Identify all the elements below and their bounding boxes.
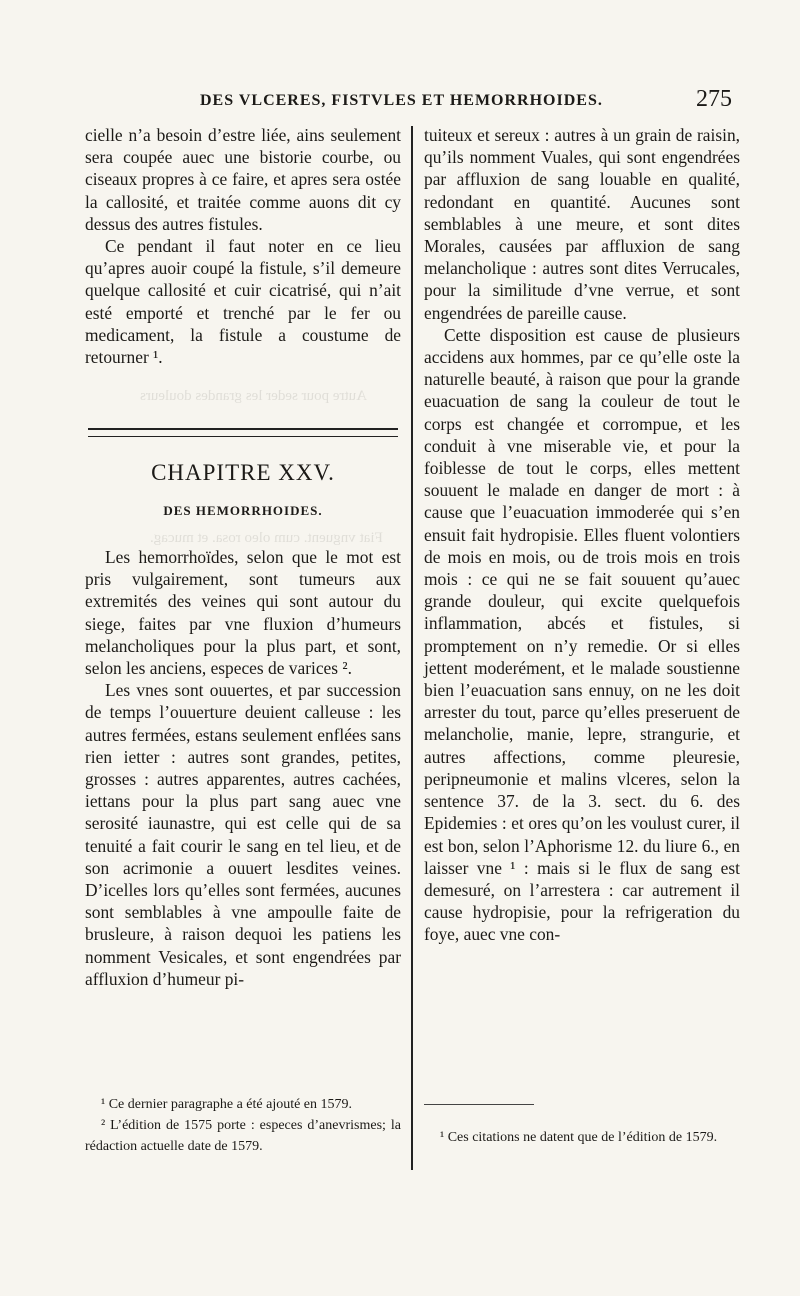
bleed-through-text: Fiat vnguent. cum oleo rosa. et mucag. bbox=[150, 530, 383, 546]
bleed-through-text: Autre pour seder les grandes douleurs bbox=[140, 388, 368, 404]
page-number: 275 bbox=[696, 86, 732, 112]
chapter-subtitle: DES HEMORRHOIDES. bbox=[163, 503, 323, 518]
footnote-left-1: ¹ Ce dernier paragraphe a été ajouté en 1579. bbox=[101, 1097, 353, 1112]
running-title: DES VLCERES, FISTVLES ET HEMORRHOIDES. bbox=[200, 92, 603, 109]
right-footnotes bbox=[424, 1127, 740, 1148]
footnote-rule bbox=[424, 1104, 534, 1105]
section-divider bbox=[88, 428, 398, 437]
right-paragraph-1: tuiteux et sereux : autres à un grain de raisin, qu’ils nomment Vuales, qui sont engendrées par affluxion de sang louable en qualité, redondant en quantité. Aucunes sont semblables à une meure, et sont dites Morales, causées par affluxion de sang melancholique : autres sont dites Verrucales, pour la similitude d’vne verrue, et sont engendrées de pareille cause. bbox=[424, 125, 740, 323]
footnote-right-1: ¹ Ces citations ne datent que de l’édition de 1579. bbox=[440, 1130, 718, 1145]
left-column-top bbox=[85, 124, 401, 368]
chapter-title: CHAPITRE XXV. bbox=[151, 460, 335, 485]
left-paragraph-1: cielle n’a besoin d’estre liée, ains seulement sera coupée auec une bistorie courbe, ou ciseaux propres à ce faire, et apres sera ostée la callosité, et traitée comme auons dit cy dessus des autres fistules. bbox=[85, 125, 401, 234]
left-paragraph-4: Les vnes sont ouuertes, et par succession de temps l’ouuerture deuient calleuse : les autres fermées, estans seulement enflées sans rien ietter : autres sont grandes, petites, grosses : autres apparentes, autres cachées, iettans pour la plus part sang auec vne serosité iaunastre, qui est celle qui de sa tenuité a fait courir le sang en tel lieu, et de son acrimonie a ouuert lesdites veines. D’icelles lors qu’elles sont fermées, aucunes sont semblables à vne ampoulle faite de brusleure, à raison dequoi les patiens les nomment Vesicales, et sont engendrées par affluxion d’humeur pi- bbox=[85, 680, 401, 989]
left-column-bottom bbox=[85, 546, 401, 990]
right-column bbox=[424, 124, 740, 946]
footnote-left-2: ² L’édition de 1575 porte : especes d’anevrismes; la rédaction actuelle date de 1579. bbox=[85, 1118, 401, 1154]
running-head bbox=[90, 88, 740, 116]
column-rule bbox=[411, 126, 413, 1170]
left-paragraph-2: Ce pendant il faut noter en ce lieu qu’apres auoir coupé la fistule, s’il demeure quelque callosité et cuir cicatrisé, qui n’ait esté emporté et trenché par le fer ou medicament, la fistule a coustume de retourner ¹. bbox=[85, 236, 401, 368]
left-footnotes bbox=[85, 1094, 401, 1157]
right-paragraph-2: Cette disposition est cause de plusieurs accidens aux hommes, par ce qu’elle oste la naturelle beauté, à raison que pour la grande euacuation de sang la couleur de tout le corps est changée et corrompue, et les conduit à vne miserable vie, et pour la foiblesse de tout le corps, elles mettent souuent le malade en danger de mort : à cause que l’euacuation immoderée qui s’en ensuit fait hydropisie. Elles fluent volontiers de mois en mois, ou de trois mois en trois mois : ce qui ne se fait souuent qu’auec grande douleur, qui excite quelquefois inflammation, abcés et fistules, si promptement on n’y remedie. Or si elles jettent moderément, et le malade soustienne bien l’euacuation sans ennuy, on ne les doit arrester du tout, parce qu’elles preseruent de melancholie, manie, lepre, strangurie, et autres affections, comme pleuresie, peripneumonie et malins vlceres, selon la sentence 37. de la 3. sect. du 6. des Epidemies : et ores qu’on les voulust curer, il est bon, selon l’Aphorisme 12. du liure 6., en laisser vne ¹ : mais si le flux de sang est demesuré, on l’arrestera : car autrement il cause hydropisie, pour la refrigeration du foye, auec vne con- bbox=[424, 324, 740, 945]
left-paragraph-3: Les hemorrhoïdes, selon que le mot est pris vulgairement, sont tumeurs aux extremités des veines qui sont autour du siege, faites par vne fluxion d’humeurs melancholiques pour la plus part, et sont, selon les anciens, especes de varices ². bbox=[85, 547, 401, 679]
